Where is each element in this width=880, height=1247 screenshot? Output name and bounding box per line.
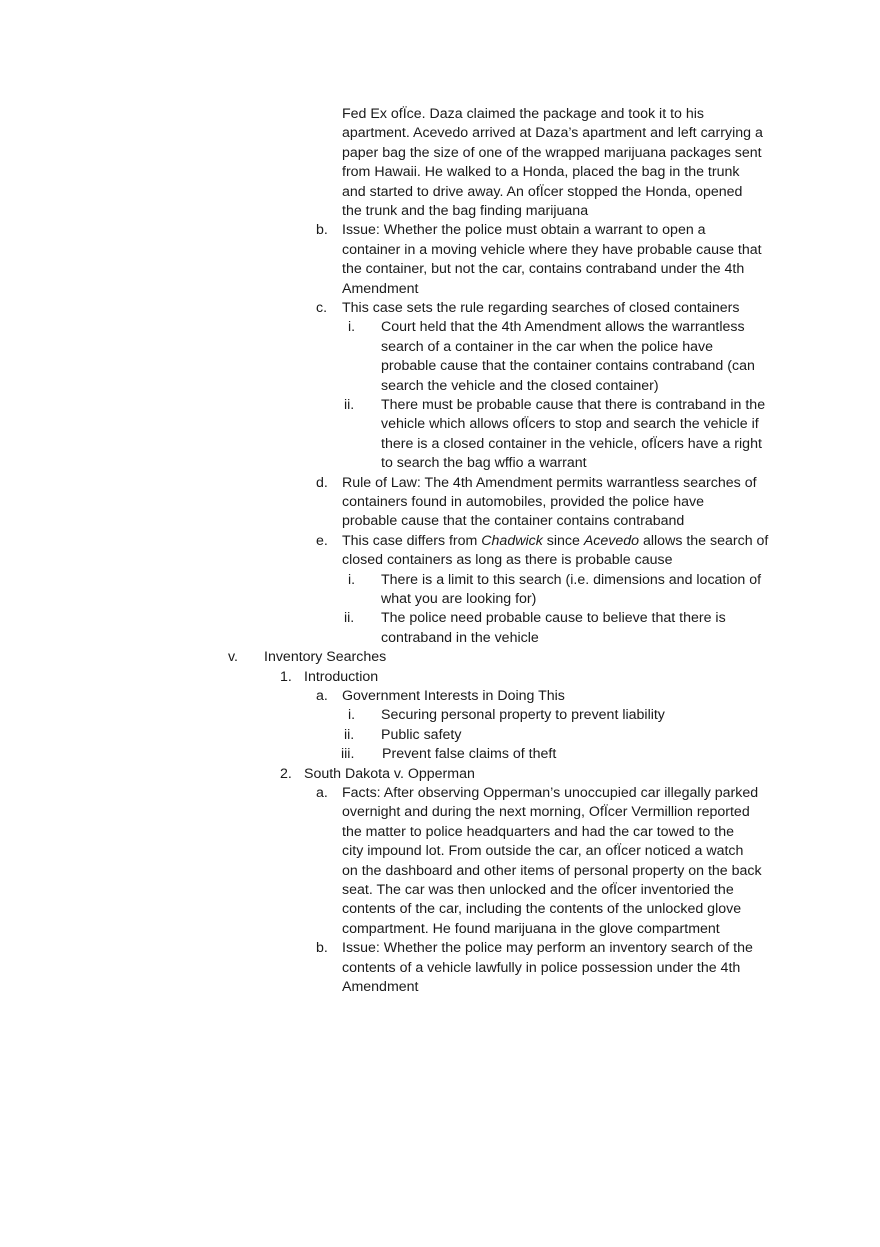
facts-line: and started to drive away. An ofÏcer stopped the Honda, opened <box>342 183 743 200</box>
distinction-line: closed containers as long as there is probable cause <box>342 552 673 569</box>
list-marker: i. <box>348 707 356 724</box>
list-marker: b. <box>316 940 328 957</box>
list-marker: a. <box>316 785 328 801</box>
issue-line: the container, but not the car, contains contraband under the 4th <box>342 261 745 278</box>
list-item: Prevent false claims of theft <box>382 746 557 763</box>
interests-heading: Government Interests in Doing This <box>342 688 565 704</box>
facts-line: city impound lot. From outside the car, an ofÏcer noticed a watch <box>342 843 744 860</box>
list-item: Securing personal property to prevent liability <box>381 707 665 724</box>
facts-line: Facts: After observing Opperman’s unoccupied car illegally parked <box>342 785 759 801</box>
facts-line: overnight and during the next morning, OfÏcer Vermillion reported <box>342 804 750 821</box>
distinction-line: This case differs from Chadwick since Acevedo allows the search of <box>342 532 769 549</box>
holding-line: There must be probable cause that there is contraband in the <box>381 397 766 413</box>
list-marker: ii. <box>344 397 355 413</box>
list-marker: e. <box>316 532 328 549</box>
issue-line: container in a moving vehicle where they have probable cause that <box>342 241 762 258</box>
issue-line: contents of a vehicle lawfully in police possession under the 4th <box>342 959 741 976</box>
facts-line: on the dashboard and other items of personal property on the back <box>342 862 762 879</box>
rule-heading-line: This case sets the rule regarding searches of closed containers <box>342 300 740 316</box>
list-marker: b. <box>316 222 328 239</box>
list-marker: d. <box>316 474 328 491</box>
list-marker: 1. <box>280 668 292 685</box>
holding-line: search the vehicle and the closed container) <box>381 377 659 394</box>
rule-of-law-line: Rule of Law: The 4th Amendment permits warrantless searches of <box>342 474 757 491</box>
subsection-heading: Introduction <box>304 668 379 685</box>
list-marker: ii. <box>344 610 355 627</box>
facts-line: paper bag the size of one of the wrapped marijuana packages sent <box>342 144 762 161</box>
list-marker: c. <box>316 300 328 316</box>
rule-of-law-line: probable cause that the container contains contraband <box>342 513 685 530</box>
facts-line: from Hawaii. He walked to a Honda, placed the bag in the trunk <box>342 164 740 181</box>
list-marker: v. <box>228 649 238 666</box>
issue-line: Issue: Whether the police may perform an inventory search of the <box>342 940 753 957</box>
holding-line: Court held that the 4th Amendment allows the warrantless <box>381 319 745 336</box>
issue-line: Amendment <box>342 280 419 297</box>
case-name-acevedo: Acevedo <box>583 532 640 549</box>
facts-line: Fed Ex ofÏce. Daza claimed the package and took it to his <box>342 106 704 122</box>
limit-line: The police need probable cause to believe that there is <box>381 610 726 627</box>
rule-of-law-line: containers found in automobiles, provided the police have <box>342 494 705 510</box>
facts-line: apartment. Acevedo arrived at Daza’s apartment and left carrying a <box>342 125 763 142</box>
issue-line: Issue: Whether the police must obtain a warrant to open a <box>342 222 706 239</box>
case-name-chadwick: Chadwick <box>481 532 543 549</box>
list-marker: ii. <box>344 726 355 743</box>
list-marker: 2. <box>280 765 292 782</box>
facts-line: contents of the car, including the contents of the unlocked glove <box>342 901 742 918</box>
case-heading: South Dakota v. Opperman <box>304 765 475 782</box>
facts-line: the trunk and the bag finding marijuana <box>342 203 589 219</box>
facts-line: seat. The car was then unlocked and the ofÏcer inventoried the <box>342 882 734 898</box>
facts-line: compartment. He found marijuana in the glove compartment <box>342 920 720 937</box>
limit-line: contraband in the vehicle <box>381 629 539 646</box>
holding-line: there is a closed container in the vehicle, ofÏcers have a right <box>381 435 762 452</box>
list-marker: iii. <box>341 746 355 763</box>
limit-line: what you are looking for) <box>381 591 537 607</box>
list-marker: a. <box>316 688 328 704</box>
list-marker: i. <box>348 571 356 588</box>
holding-line: to search the bag wffio a warrant <box>381 455 587 472</box>
holding-line: vehicle which allows ofÏcers to stop and search the vehicle if <box>381 416 759 433</box>
facts-line: the matter to police headquarters and had the car towed to the <box>342 823 734 840</box>
issue-line: Amendment <box>342 979 419 995</box>
holding-line: probable cause that the container contains contraband (can <box>381 358 755 375</box>
list-marker: i. <box>348 319 356 336</box>
holding-line: search of a container in the car when the police have <box>381 338 714 355</box>
limit-line: There is a limit to this search (i.e. dimensions and location of <box>381 571 762 588</box>
list-item: Public safety <box>381 726 462 743</box>
section-heading: Inventory Searches <box>264 649 387 666</box>
